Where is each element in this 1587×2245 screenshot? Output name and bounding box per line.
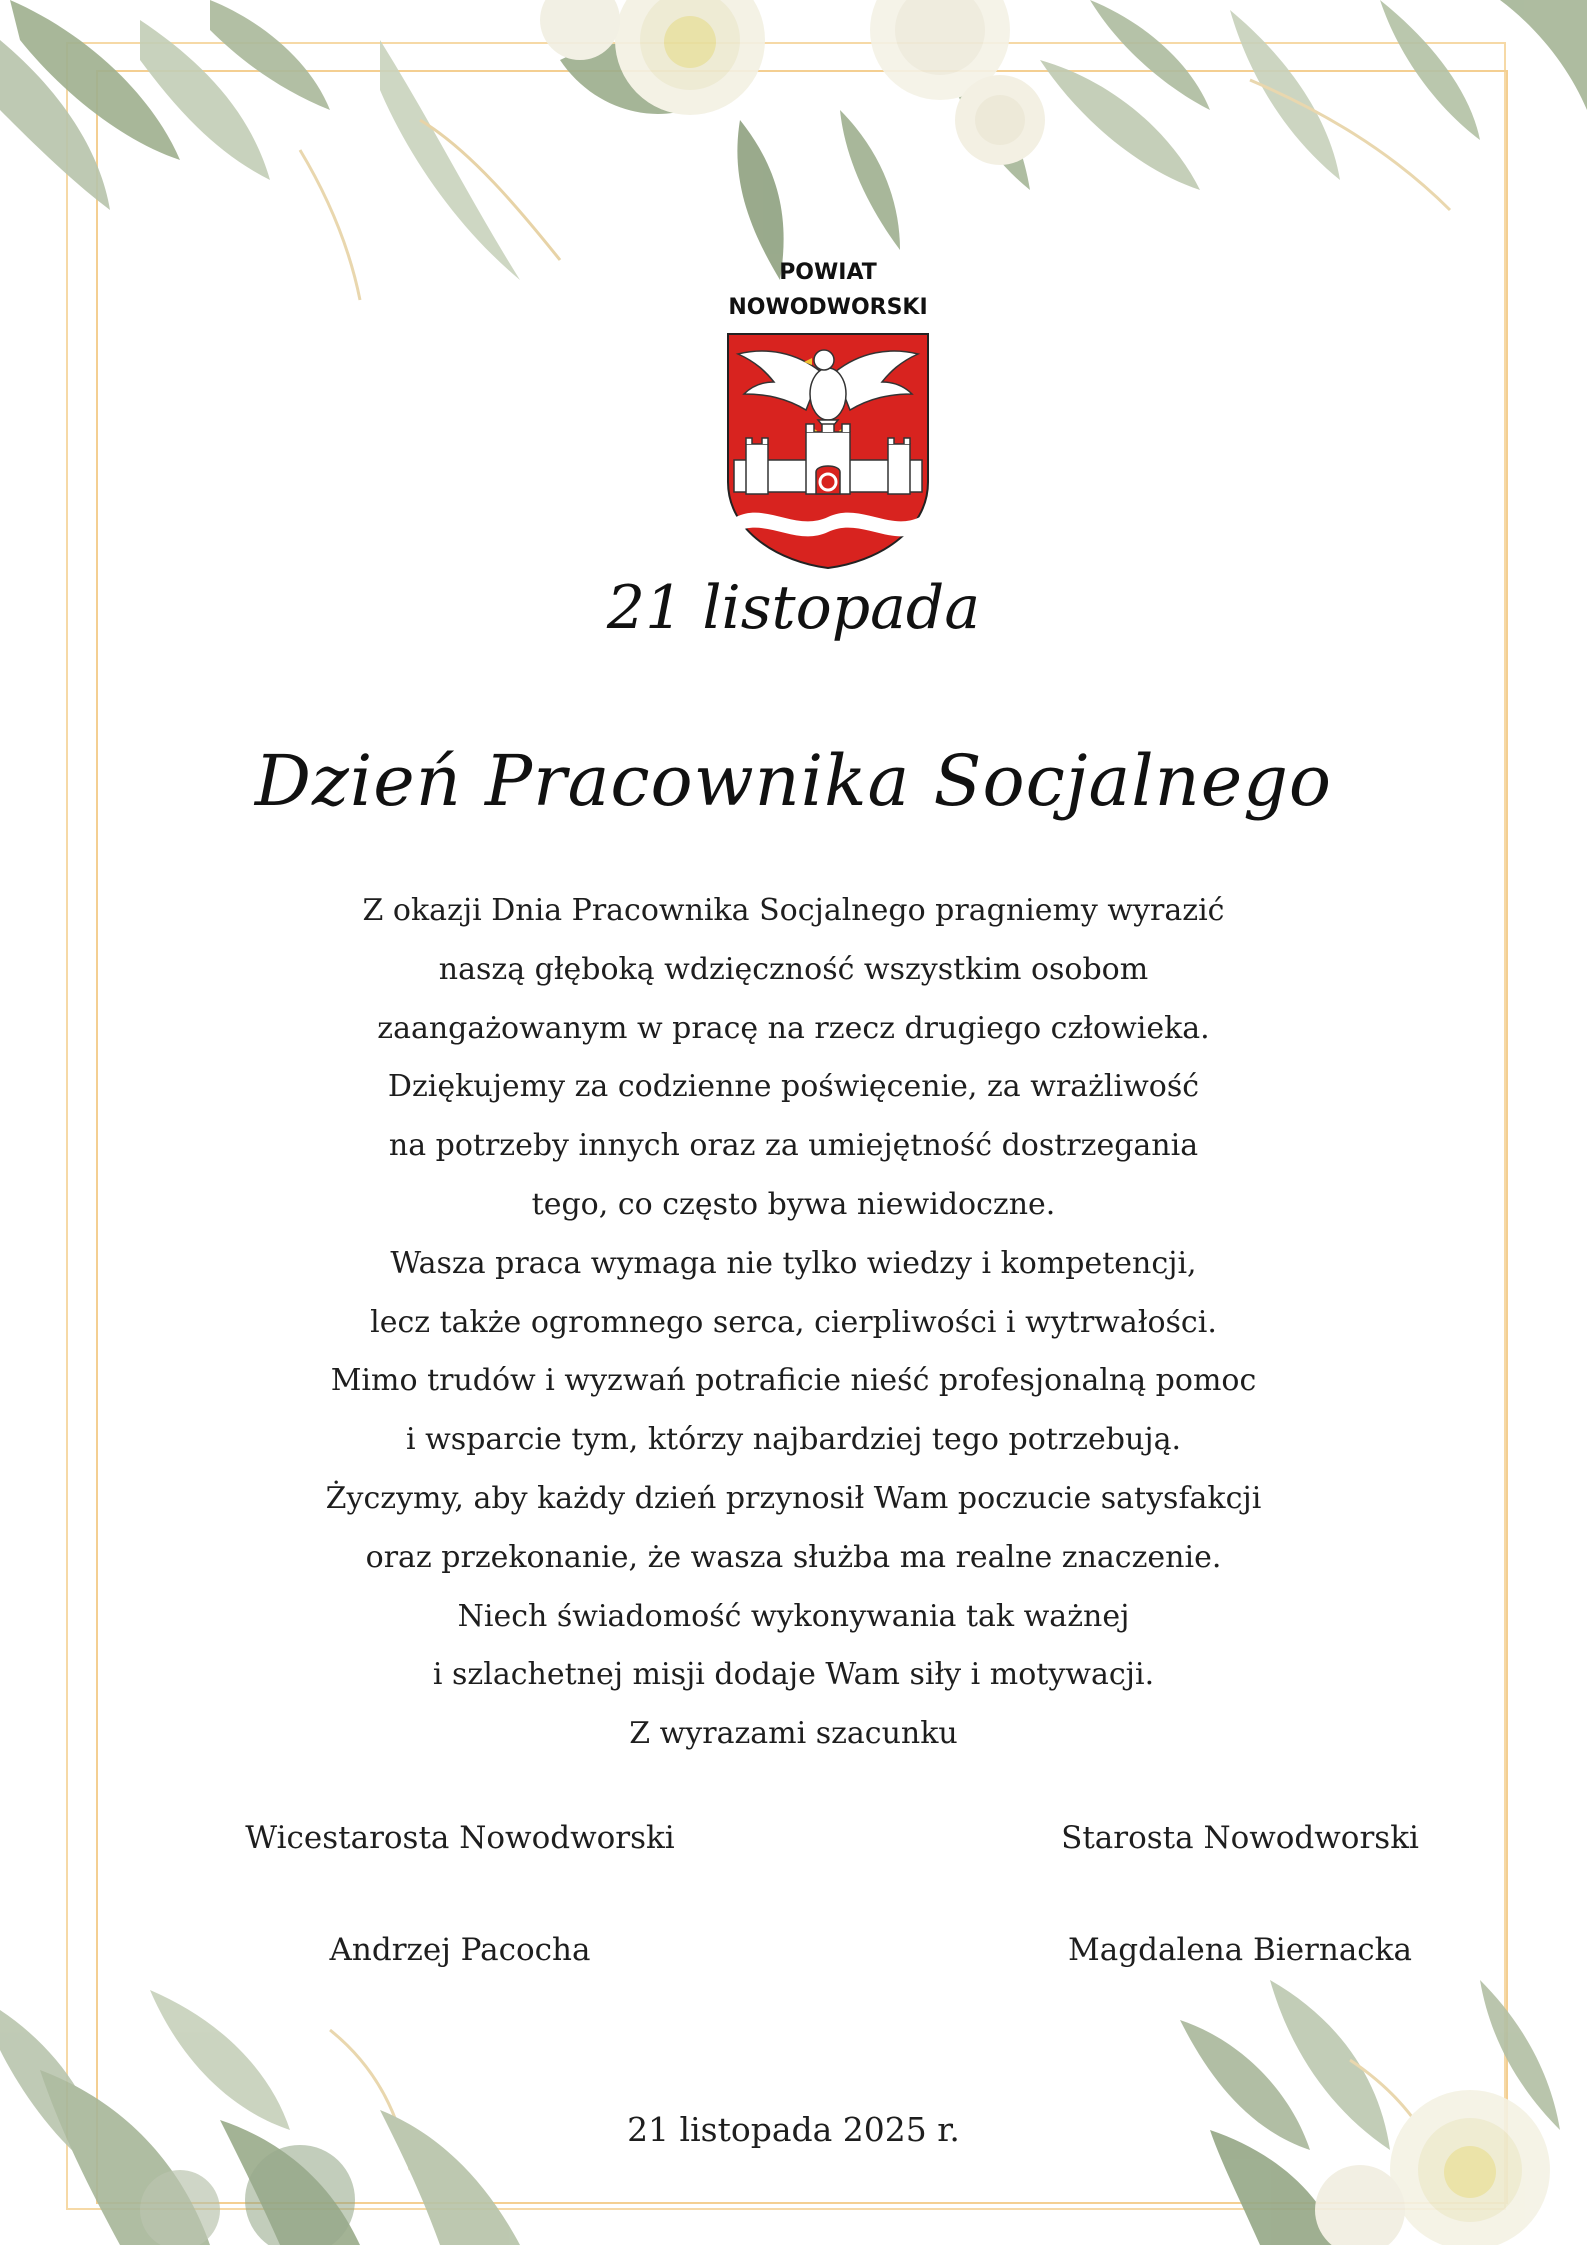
body-line: Dziękujemy za codzienne poświęcenie, za wrażliwość <box>387 1069 1200 1105</box>
signature-left-title: Wicestarosta Nowodworski <box>245 1820 675 1856</box>
closing-line: Z wyrazami szacunku <box>629 1716 958 1752</box>
footer-date: 21 listopada 2025 r. <box>627 2110 960 2149</box>
body-line: naszą głęboką wdzięczność wszystkim osobom <box>438 951 1149 987</box>
body-line: zaangażowanym w pracę na rzecz drugiego człowieka. <box>377 1010 1210 1046</box>
coat-of-arms-icon <box>726 332 930 570</box>
signature-right-title: Starosta Nowodworski <box>1061 1820 1419 1856</box>
body-line: i szlachetnej misji dodaje Wam siły i motywacji. <box>432 1657 1155 1693</box>
body-line: tego, co często bywa niewidoczne. <box>531 1186 1056 1222</box>
body-line: na potrzeby innych oraz za umiejętność dostrzegania <box>388 1128 1199 1164</box>
body-line: Życzymy, aby każdy dzień przynosił Wam poczucie satysfakcji <box>325 1480 1262 1516</box>
floral-bottom-right-decoration-icon <box>1150 1960 1587 2245</box>
body-line: Wasza praca wymaga nie tylko wiedzy i kompetencji, <box>390 1245 1197 1281</box>
body-line: Mimo trudów i wyzwań potraficie nieść profesjonalną pomoc <box>330 1363 1257 1399</box>
floral-bottom-left-decoration-icon <box>0 1950 560 2245</box>
organization-name <box>693 255 963 325</box>
organization-name-line-1: POWIAT <box>779 260 877 285</box>
body-line: oraz przekonanie, że wasza służba ma realne znaczenie. <box>365 1539 1222 1575</box>
date-heading: 21 listopada <box>606 573 981 643</box>
body-line: Z okazji Dnia Pracownika Socjalnego pragniemy wyrazić <box>362 893 1225 928</box>
page-title: Dzień Pracownika Socjalnego <box>254 740 1333 822</box>
signature-left-name: Andrzej Pacocha <box>329 1932 591 1968</box>
body-line: Niech świadomość wykonywania tak ważnej <box>457 1598 1130 1634</box>
body-line: i wsparcie tym, którzy najbardziej tego potrzebują. <box>406 1422 1181 1458</box>
body-line: lecz także ogromnego serca, cierpliwości i wytrwałości. <box>370 1304 1217 1340</box>
greeting-body <box>200 882 1387 1764</box>
organization-name-line-2: NOWODWORSKI <box>728 295 928 320</box>
signature-right-name: Magdalena Biernacka <box>1068 1932 1412 1968</box>
